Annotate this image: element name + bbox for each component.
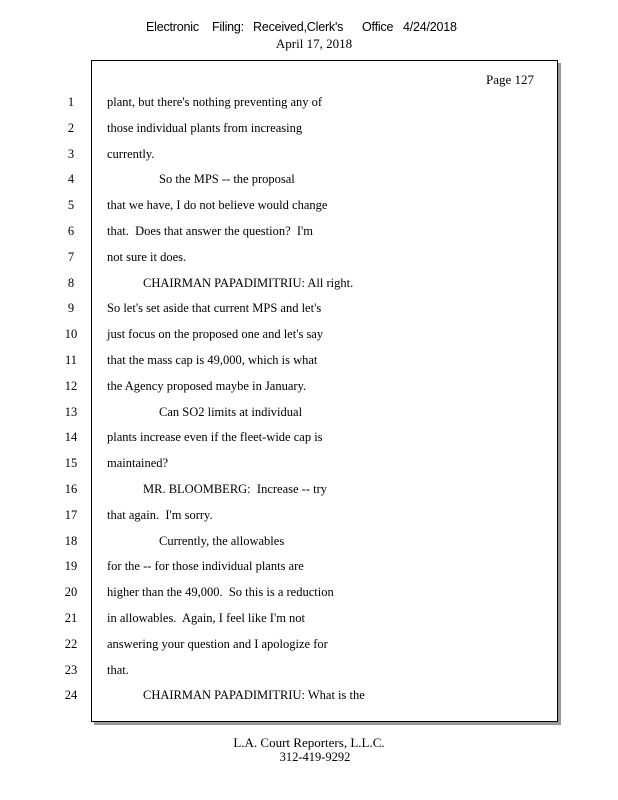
- reporter-company: L.A. Court Reporters, L.L.C.: [233, 735, 385, 750]
- line-number: 21: [64, 611, 78, 625]
- transcript-line: answering your question and I apologize for: [107, 637, 328, 651]
- line-number: 5: [67, 198, 75, 212]
- filing-stamp-date: 4/24/2018: [403, 20, 457, 34]
- line-number: 9: [67, 301, 75, 315]
- transcript-line: that again. I'm sorry.: [107, 508, 213, 522]
- filing-stamp-electronic: Electronic: [146, 20, 199, 34]
- filing-stamp-filing: Filing:: [212, 20, 244, 34]
- line-number: 8: [67, 276, 75, 290]
- transcript-line: So the MPS -- the proposal: [159, 172, 295, 186]
- transcript-line: Can SO2 limits at individual: [159, 405, 303, 419]
- transcript-line: in allowables. Again, I feel like I'm not: [107, 611, 306, 625]
- line-number: 13: [64, 405, 78, 419]
- line-number: 10: [64, 327, 78, 341]
- line-number: 20: [64, 585, 78, 599]
- transcript-line: for the -- for those individual plants are: [107, 559, 304, 573]
- line-number: 3: [67, 147, 75, 161]
- transcript-line: those individual plants from increasing: [107, 121, 303, 135]
- line-number: 17: [64, 508, 78, 522]
- page-number: Page 127: [486, 72, 535, 87]
- transcript-line: that.: [107, 663, 129, 677]
- transcript-line: that the mass cap is 49,000, which is what: [107, 353, 318, 367]
- transcript-line: that. Does that answer the question? I'm: [107, 224, 314, 238]
- line-number: 22: [64, 637, 78, 651]
- transcript-line: CHAIRMAN PAPADIMITRIU: All right.: [143, 276, 354, 290]
- transcript-line: CHAIRMAN PAPADIMITRIU: What is the: [143, 688, 365, 702]
- transcript-line: Currently, the allowables: [159, 534, 285, 548]
- line-number: 12: [64, 379, 78, 393]
- transcript-line: maintained?: [107, 456, 169, 470]
- line-number: 7: [67, 250, 75, 264]
- transcript-line: not sure it does.: [107, 250, 187, 264]
- transcript-line: currently.: [107, 147, 155, 161]
- transcript-line: So let's set aside that current MPS and let's: [107, 301, 322, 315]
- line-number: 1: [67, 95, 75, 109]
- line-number: 6: [67, 224, 75, 238]
- line-number: 19: [64, 559, 78, 573]
- line-number: 14: [64, 430, 78, 444]
- transcript-line: MR. BLOOMBERG: Increase -- try: [143, 482, 327, 496]
- filing-stamp-office: Office: [362, 20, 394, 34]
- filing-stamp-received: Received,Clerk's: [253, 20, 344, 34]
- line-number: 16: [64, 482, 78, 496]
- line-number: 24: [64, 688, 78, 702]
- line-number: 18: [64, 534, 78, 548]
- transcript-line: the Agency proposed maybe in January.: [107, 379, 307, 393]
- transcript-line: plant, but there's nothing preventing any of: [107, 95, 323, 109]
- transcript-line: just focus on the proposed one and let's say: [107, 327, 324, 341]
- hearing-date: April 17, 2018: [275, 36, 353, 51]
- line-number: 11: [64, 353, 78, 367]
- line-number: 15: [64, 456, 78, 470]
- line-number: 2: [67, 121, 75, 135]
- reporter-phone: 312-419-9292: [279, 750, 351, 764]
- transcript-line: higher than the 49,000. So this is a reduction: [107, 585, 334, 599]
- transcript-line: plants increase even if the fleet-wide cap is: [107, 430, 323, 444]
- transcript-line: that we have, I do not believe would change: [107, 198, 328, 212]
- line-number: 4: [67, 172, 75, 186]
- line-number: 23: [64, 663, 78, 677]
